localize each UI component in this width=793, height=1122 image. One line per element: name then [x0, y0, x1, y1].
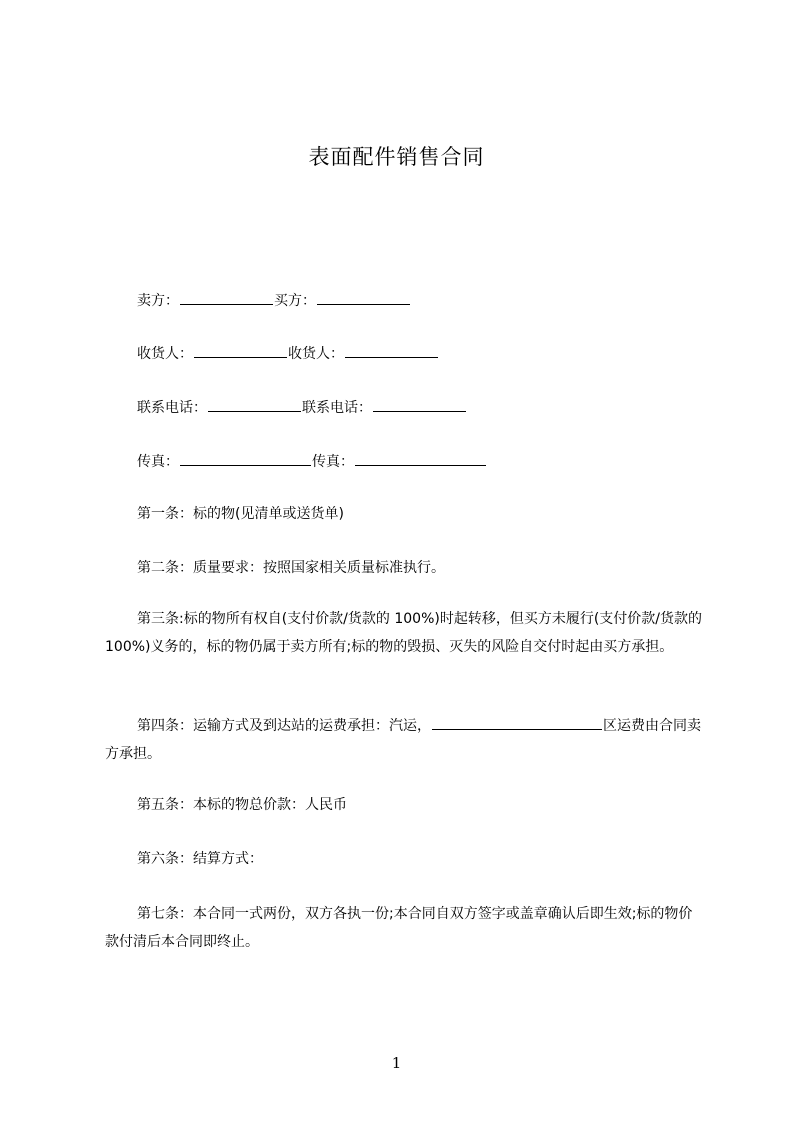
fax-blank-seller [180, 451, 311, 466]
consignee-line [137, 343, 439, 365]
seller-blank [180, 290, 273, 305]
seller-label: 卖方： [137, 293, 179, 309]
article-3-text: 第三条:标的物所有权自(支付价款/货款的 100%)时起转移，但买方未履行(支付价款/货款的 100%)义务的，标的物仍属于卖方所有;标的物的毁损、灭失的风险自交付时起由买方承担。 [105, 611, 703, 655]
article-4-prefix: 第四条：运输方式及到达站的运费承担：汽运， [137, 718, 431, 734]
article-7 [105, 901, 705, 956]
article-1: 第一条：标的物(见清单或送货单) [137, 506, 344, 522]
consignee-label-seller: 收货人： [137, 346, 193, 362]
article-3 [105, 606, 705, 661]
consignee-blank-buyer [345, 343, 438, 358]
article-2: 第二条：质量要求：按照国家相关质量标准执行。 [137, 560, 445, 576]
phone-blank-seller [208, 397, 301, 412]
phone-blank-buyer [373, 397, 466, 412]
article-6: 第六条：结算方式： [137, 851, 263, 867]
page-number: 1 [391, 1054, 402, 1072]
fax-blank-buyer [355, 451, 486, 466]
article-5: 第五条：本标的物总价款：人民币 [137, 797, 347, 813]
phone-label-seller: 联系电话： [137, 400, 207, 416]
buyer-label: 买方： [274, 293, 316, 309]
article-4 [105, 713, 705, 768]
article-4-blank [432, 715, 602, 730]
seller-buyer-line [137, 290, 411, 312]
fax-line [137, 451, 487, 473]
consignee-label-buyer: 收货人： [288, 346, 344, 362]
phone-label-buyer: 联系电话： [302, 400, 372, 416]
consignee-blank-seller [194, 343, 287, 358]
article-4-suffix: 区运费由合同卖方承担。 [105, 718, 701, 762]
buyer-blank [317, 290, 410, 305]
article-7-text: 第七条：本合同一式两份，双方各执一份;本合同自双方签字或盖章确认后即生效;标的物价款付清后本合同即终止。 [105, 906, 693, 950]
document-title: 表面配件销售合同 [308, 145, 485, 169]
phone-line [137, 397, 467, 419]
fax-label-buyer: 传真： [312, 454, 354, 470]
fax-label-seller: 传真： [137, 454, 179, 470]
